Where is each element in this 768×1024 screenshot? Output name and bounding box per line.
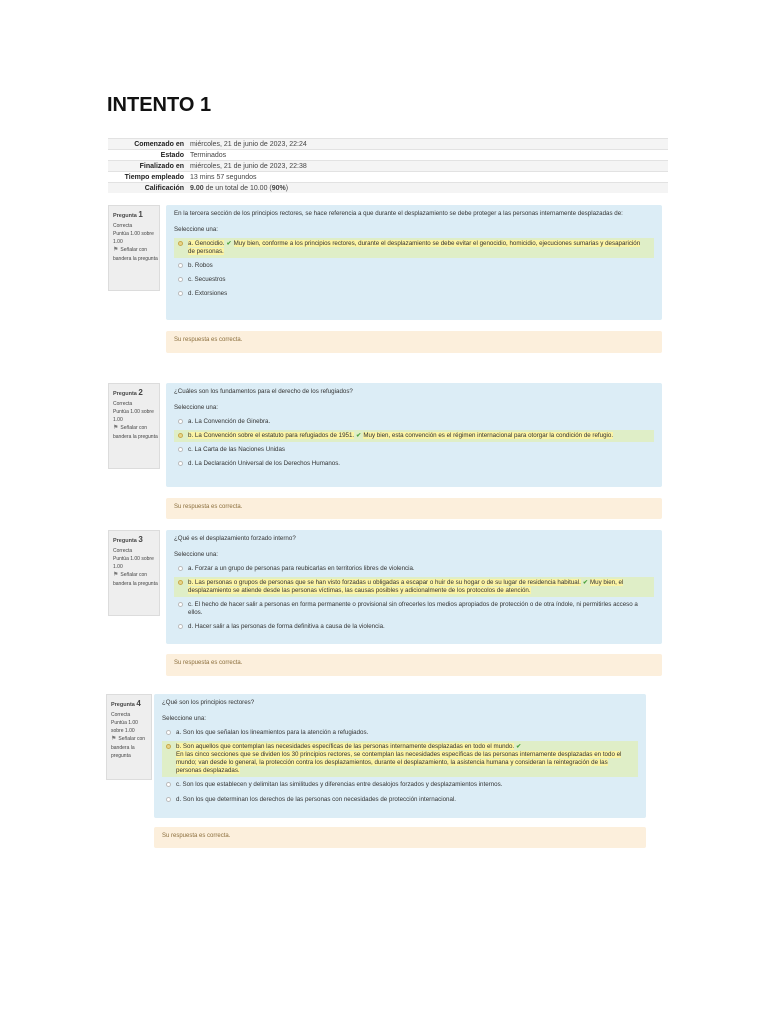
question-text: En la tercera sección de los principios rectores, se hace referencia a que durante el desplazamiento se debe proteger a las personas internamente desplazadas de: [174,210,623,217]
answer-option[interactable]: d. Hacer salir a las personas de forma definitiva a causa de la violencia. [174,621,654,633]
answer-option[interactable]: c. El hecho de hacer salir a personas en forma permanente o provisional sin ofrecerles los medios apropiados de protección o de otra índole, ni permitirles acceso a ellos. [174,599,654,619]
question-score: Puntúa 1.00 sobre 1.00 [113,408,154,423]
radio-button[interactable] [178,263,183,268]
radio-button[interactable] [166,730,171,735]
radio-button[interactable] [178,602,183,607]
option-feedback: Muy bien, conforme a los principios rectores, durante el desplazamiento se debe evitar el genocidio, homicidio, ejecuciones sumarias y desaparición de personas. [188,240,641,256]
question-status: Correcta [113,222,133,229]
radio-button[interactable] [166,782,171,787]
question-info [108,205,160,291]
question-content [166,530,662,644]
question-score: Puntúa 1.00 sobre 1.00 [111,719,138,734]
question-1 [108,205,668,355]
question-2 [108,383,668,523]
radio-button[interactable] [178,447,183,452]
check-icon: ✔ [226,240,232,248]
radio-button[interactable] [178,291,183,296]
question-text: ¿Qué es el desplazamiento forzado interno? [174,535,296,542]
summary-value: Terminados [187,150,668,161]
radio-button[interactable] [178,624,183,629]
summary-value: 13 mins 57 segundos [187,172,668,183]
flag-icon: ⚑ [113,424,119,431]
summary-label: Estado [108,150,187,161]
answer-option[interactable]: b. Robos [174,260,654,272]
grade-percent: 90% [271,184,286,192]
question-text: ¿Qué son los principios rectores? [162,699,255,706]
check-icon: ✔ [356,432,362,440]
radio-button[interactable] [178,433,183,438]
radio-button[interactable] [166,797,171,802]
flag-question-link[interactable]: ⚑ Señalar con bandera la pregunta [113,424,158,441]
result-feedback: Su respuesta es correcta. [166,331,662,353]
question-content [166,383,662,487]
attempt-summary-table [108,138,668,193]
grade-total: de un total de 10.00 ( [203,184,272,192]
radio-button[interactable] [178,566,183,571]
flag-icon: ⚑ [111,735,117,742]
check-icon: ✔ [582,579,589,587]
answer-option[interactable]: b. Las personas o grupos de personas que se han visto forzadas u obligadas a escapar o huir de su hogar o de su lugar de residencia habitual. ✔ Muy bien, el desplazamiento se atiende desde las personas víctimas, las causas posibles y adicionalmente de los protocolos de atención. [174,577,654,597]
summary-row [108,172,668,183]
summary-grade [187,183,668,194]
question-number: Pregunta 3 [113,535,143,544]
answer-option[interactable]: b. Son aquellos que contemplan las necesidades específicas de las personas internamente desplazadas en todo el mundo. ✔ En las cinco secciones que se dividen los 30 principios rectores, se contemplan las necesidades específicas de las personas internamente desplazadas en todo el mundo; van desde lo general, la protección contra los desplazamientos, durante el desplazamiento, la asistencia humana y consideran la reintegración de las personas desplazadas. [162,741,638,777]
question-status: Correcta [111,711,131,718]
summary-label: Comenzado en [108,139,187,150]
question-status: Correcta [113,400,133,407]
question-score: Puntúa 1.00 sobre 1.00 [113,230,154,245]
answer-option[interactable]: d. Extorsiones [174,288,654,300]
summary-label: Tiempo empleado [108,172,187,183]
summary-value: miércoles, 21 de junio de 2023, 22:24 [187,139,668,150]
question-content [154,694,646,818]
option-feedback: Muy bien, el desplazamiento se atiende desde las personas víctimas, las causas posibles y adicionalmente de los protocolos de atención. [188,579,624,595]
option-feedback: Muy bien, esta convención es el régimen internacional para otorgar la condición de refugio. [363,432,614,440]
flag-question-link[interactable]: ⚑ Señalar con bandera la pregunta [113,246,158,263]
answer-option[interactable]: a. Son los que señalan los lineamientos para la atención a refugiados. [162,727,638,739]
result-feedback: Su respuesta es correcta. [166,654,662,676]
summary-row [108,139,668,150]
select-one-label: Seleccione una: [174,226,219,234]
answer-option[interactable]: c. Secuestros [174,274,654,286]
select-one-label: Seleccione una: [174,404,219,412]
question-number: Pregunta 4 [111,699,141,708]
grade-close: ) [285,184,289,192]
question-number: Pregunta 1 [113,210,143,219]
flag-question-link[interactable]: ⚑ Señalar con bandera la pregunta [111,735,146,760]
answer-option[interactable]: c. Son los que establecen y delimitan las similitudes y diferencias entre desalojos forzados y desplazamientos internos. [162,779,638,791]
radio-button[interactable] [178,580,183,585]
radio-button[interactable] [178,277,183,282]
answer-option[interactable]: b. La Convención sobre el estatuto para refugiados de 1951. ✔ Muy bien, esta convención es el régimen internacional para otorgar la condición de refugio. [174,430,654,442]
question-status: Correcta [113,547,133,554]
radio-button[interactable] [178,461,183,466]
select-one-label: Seleccione una: [162,715,207,723]
page-title: INTENTO 1 [107,94,212,116]
summary-row [108,183,668,194]
question-info [108,383,160,469]
result-feedback: Su respuesta es correcta. [166,498,662,519]
question-info [106,694,152,780]
summary-label: Finalizado en [108,161,187,172]
summary-row [108,161,668,172]
answer-option[interactable]: a. Forzar a un grupo de personas para reubicarlas en territorios libres de violencia. [174,563,654,575]
check-icon: ✔ [516,743,522,751]
question-content [166,205,662,320]
flag-question-link[interactable]: ⚑ Señalar con bandera la pregunta [113,571,158,588]
radio-button[interactable] [178,419,183,424]
answer-option[interactable]: d. La Declaración Universal de los Derechos Humanos. [174,458,654,470]
answer-option[interactable]: c. La Carta de las Naciones Unidas [174,444,654,456]
question-number: Pregunta 2 [113,388,143,397]
answer-option[interactable]: a. La Convención de Ginebra. [174,416,654,428]
summary-value: miércoles, 21 de junio de 2023, 22:38 [187,161,668,172]
flag-icon: ⚑ [113,246,119,253]
select-one-label: Seleccione una: [174,551,219,559]
question-text: ¿Cuáles son los fundamentos para el derecho de los refugiados? [174,388,353,395]
radio-button[interactable] [166,744,171,749]
grade-score: 9.00 [190,184,204,192]
question-info [108,530,160,616]
question-3 [108,530,668,678]
result-feedback: Su respuesta es correcta. [154,827,646,848]
summary-row [108,150,668,161]
summary-label: Calificación [108,183,187,194]
option-feedback: En las cinco secciones que se dividen los 30 principios rectores, se contemplan las necesidades específicas de las personas internamente desplazadas en todo el mundo; van desde lo general, la protección contra los desplazamientos, durante el desplazamiento, la asistencia humana y consideran la reintegración de las personas desplazadas. [176,751,622,775]
question-score: Puntúa 1.00 sobre 1.00 [113,555,154,570]
question-4 [106,694,651,850]
answer-option[interactable]: d. Son los que determinan los derechos de las personas con necesidades de protección internacional. [162,794,638,806]
radio-button[interactable] [178,241,183,246]
answer-option[interactable]: a. Genocidio. ✔ Muy bien, conforme a los principios rectores, durante el desplazamiento se debe evitar el genocidio, homicidio, ejecuciones sumarias y desaparición de personas. [174,238,654,258]
flag-icon: ⚑ [113,571,119,578]
